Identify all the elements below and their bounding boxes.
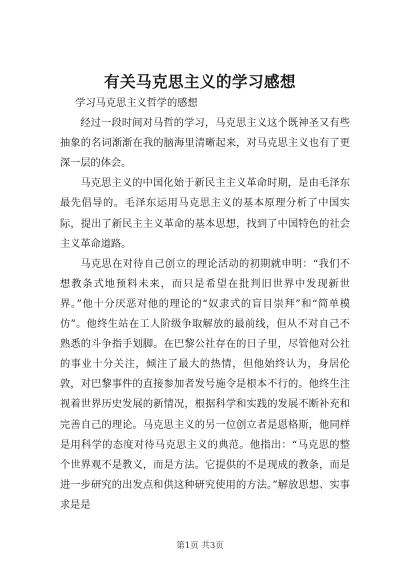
document-title: 有关马克思主义的学习感想 [103,72,296,91]
document-body [60,94,350,516]
paragraph-2: 马克思主义的中国化始于新民主主义革命时期，是由毛泽东最先倡导的。毛泽东运用马克思主义的基本原理分析了中国实际，提出了新民主主义革命的基本思想，找到了中国特色的社会主义革命道路。 [60,178,350,250]
paragraph-3: 马克思在对待自己创立的理论活动的初期就申明：“我们不想教条式地预料未来，而只是希望在批判旧世界中发现新世界。”他十分厌恶对他的理论的“奴隶式的盲目崇拜”和“简单模仿”。他终生站在工人阶级争取解放的最前线，但从不对自己不熟悉的斗争指手划脚。在巴黎公社存在的日子里，尽管他对公社的事业十分关注，倾注了最大的热情，但他始终认为，身居伦敦，对巴黎事件的直接参加者发号施令是根本不行的。他终生注视着世界历史发展的新情况，根据科学和实践的发展不断补充和完善自己的理论。马克思主义的另一位创立者是恩格斯，他同样是用科学的态度对待马克思主义的典范。他指出：“马克思的整个世界观不是教义，而是方法。它提供的不是现成的教条，而是进一步研究的出发点和供这种研究使用的方法。”解放思想、实事求是是 [60,258,350,511]
page-footer: 第1页 共3页 [176,541,224,551]
document-subtitle: 学习马克思主义哲学的感想 [75,98,198,109]
paragraph-1: 经过一段时间对马哲的学习，马克思主义这个既神圣又有些抽象的名词渐渐在我的脑海里清晰起来，对马克思主义也有了更深一层的体会。 [60,118,350,170]
